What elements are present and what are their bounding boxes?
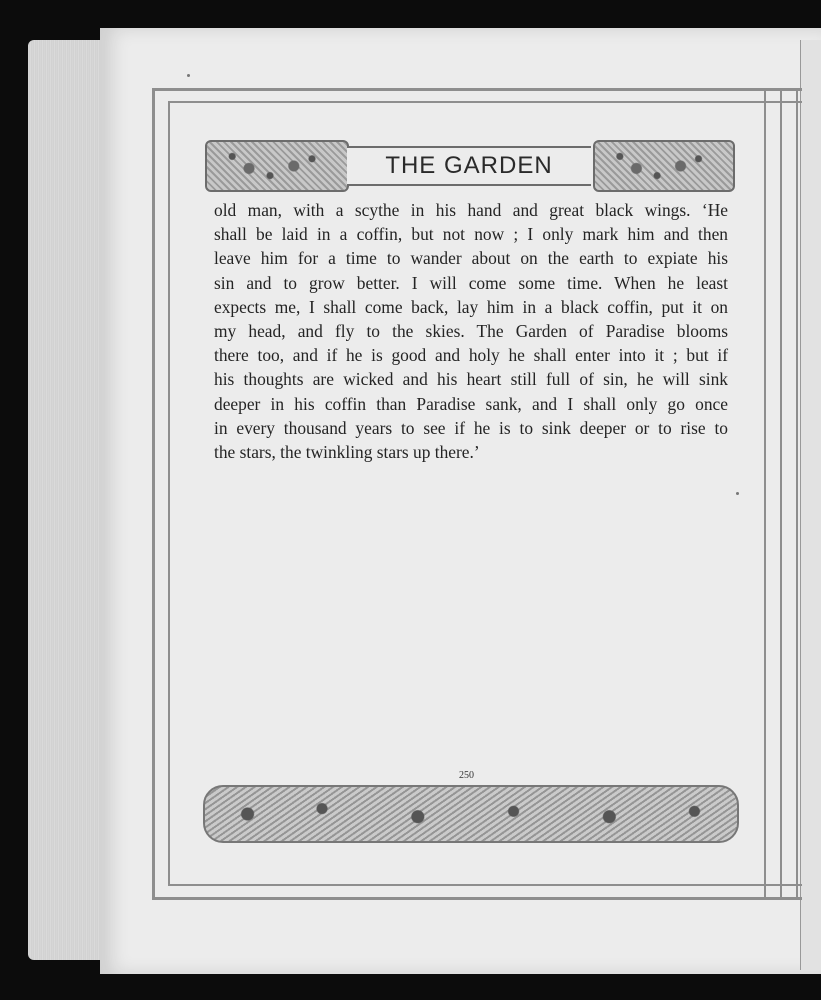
text-line: old man, with a scythe in his hand and great black wings. ‘He <box>214 200 728 220</box>
chapter-title: THE GARDEN <box>385 152 553 179</box>
text-line: my head, and fly to the skies. The Garden of Paradise blooms <box>214 321 728 342</box>
paper-speck <box>736 492 739 495</box>
floral-ornament-right <box>593 140 735 192</box>
text-line: there too, and if he is good and holy he shall enter into it ; but if <box>214 345 728 366</box>
title-plate <box>347 146 591 186</box>
text-line: in every thousand years to see if he is to sink deeper or to rise to <box>214 417 728 438</box>
text-line: the stars, the twinkling stars up there.’ <box>214 442 480 463</box>
text-line: expects me, I shall come back, lay him in a black coffin, put it on <box>214 296 728 317</box>
text-line: his thoughts are wicked and his heart still full of sin, he will sink <box>214 369 728 390</box>
page-number: 250 <box>459 770 474 781</box>
body-text <box>214 198 728 464</box>
facing-page-edge <box>800 40 821 970</box>
text-line: sin and to grow better. I will come some time. When he least <box>214 272 728 293</box>
floral-ornament-left <box>205 140 349 192</box>
text-line: deeper in his coffin than Paradise sank, and I shall only go once <box>214 393 728 414</box>
chapter-header <box>205 140 733 188</box>
paper-speck <box>187 74 190 77</box>
text-line: shall be laid in a coffin, but not now ; I only mark him and then <box>214 224 728 245</box>
text-line: leave him for a time to wander about on the earth to expiate his <box>214 248 728 269</box>
floral-footer-ornament <box>203 785 739 843</box>
book-page-edges <box>28 40 108 960</box>
